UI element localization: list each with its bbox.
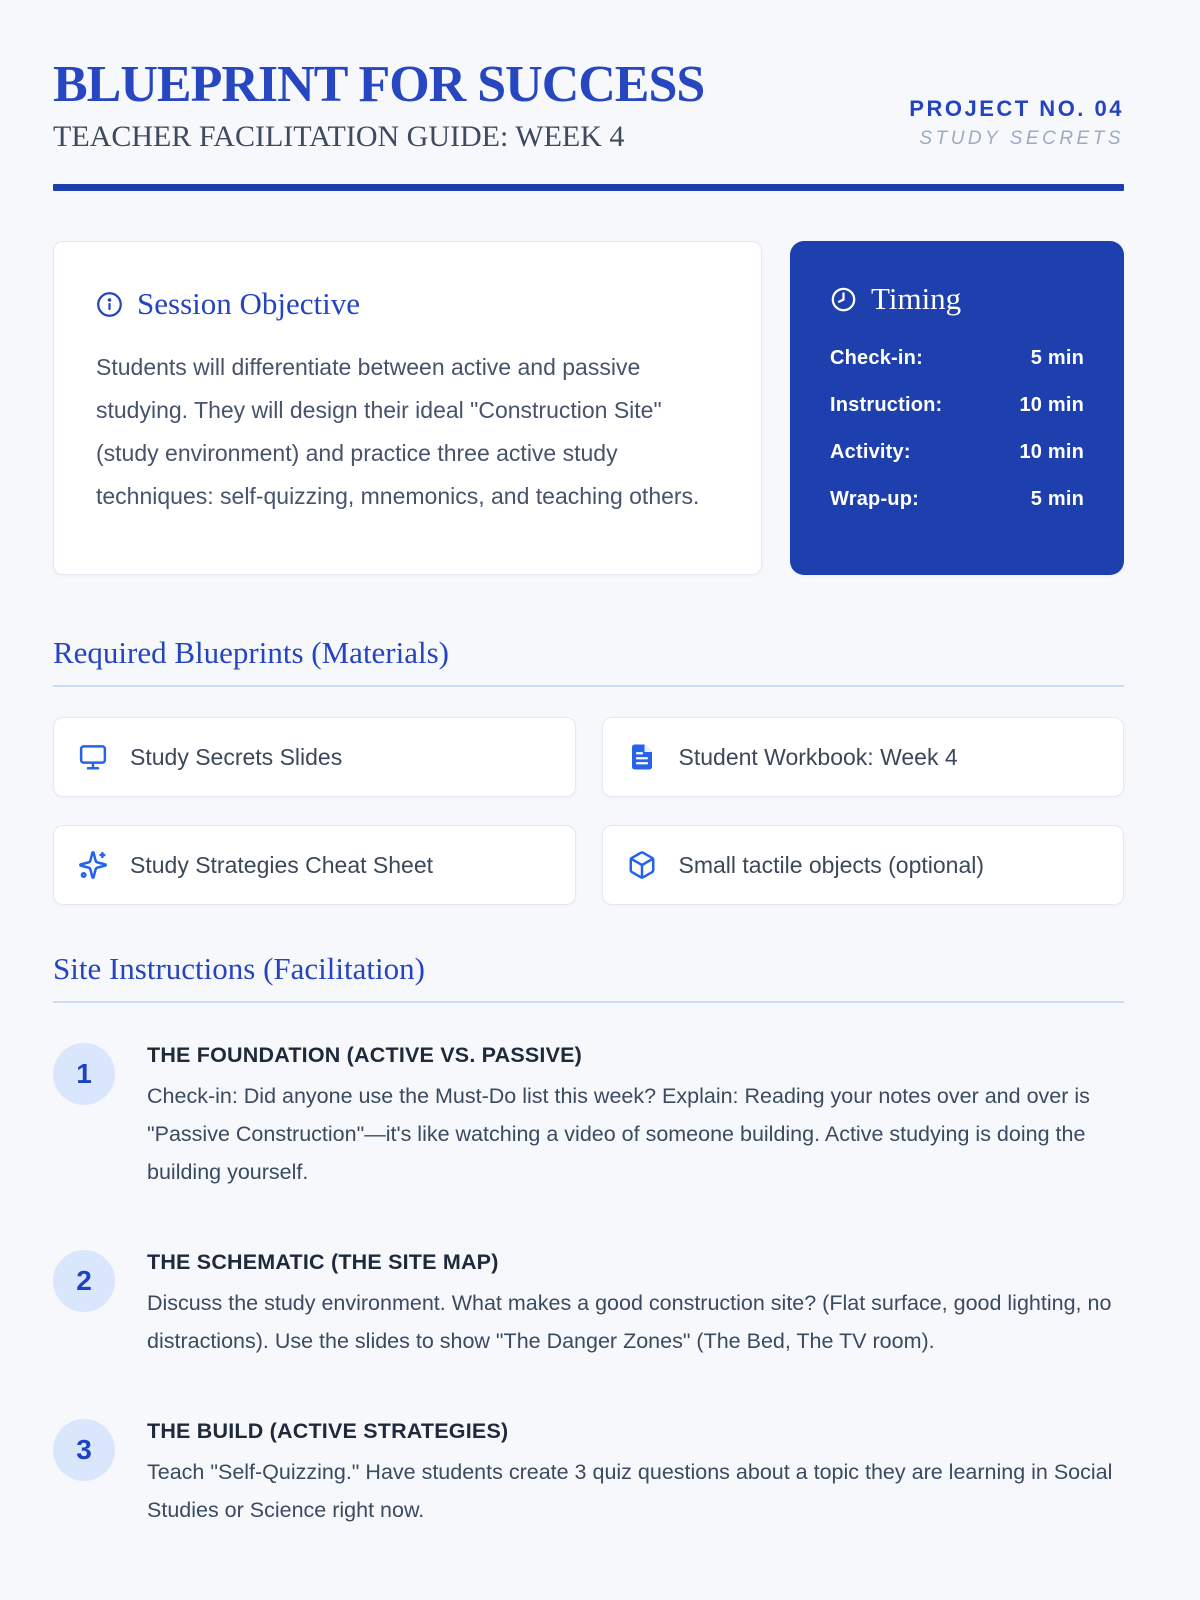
timing-row [830, 394, 1084, 417]
header-titles [53, 58, 704, 154]
step-number-badge: 3 [53, 1419, 115, 1481]
step-content [147, 1041, 1124, 1191]
monitor-icon [78, 742, 108, 772]
step-title: THE SCHEMATIC (THE SITE MAP) [147, 1250, 499, 1275]
top-section [53, 241, 1124, 575]
instruction-step-1 [53, 1041, 1124, 1191]
step-body: Teach "Self-Quizzing." Have students create 3 quiz questions about a topic they are learning in Social Studies or Science right now. [147, 1460, 1113, 1523]
clock-icon [830, 286, 857, 313]
step-title: THE BUILD (ACTIVE STRATEGIES) [147, 1419, 509, 1444]
session-objective-title: Session Objective [137, 286, 360, 322]
project-number: PROJECT NO. 04 [909, 96, 1124, 122]
material-label: Study Secrets Slides [130, 743, 343, 770]
material-card-objects [602, 825, 1125, 905]
timing-row [830, 441, 1084, 464]
step-body: Check-in: Did anyone use the Must-Do list this week? Explain: Reading your notes over and over is "Passive Construction"—it's like watching a video of someone building. Active studying is doing the building yourself. [147, 1084, 1090, 1185]
header [53, 58, 1124, 154]
header-meta [909, 96, 1124, 154]
page-subtitle: TEACHER FACILITATION GUIDE: WEEK 4 [53, 120, 625, 154]
instruction-step-3 [53, 1417, 1124, 1529]
material-card-workbook [602, 717, 1125, 797]
timing-rows [830, 347, 1084, 511]
header-divider [53, 184, 1124, 191]
instruction-steps [53, 1041, 1124, 1529]
step-body: Discuss the study environment. What makes a good construction site? (Flat surface, good lighting, no distractions). Use the slides to show "The Danger Zones" (The Bed, The TV room). [147, 1291, 1112, 1354]
timing-value: 5 min [1030, 488, 1084, 511]
timing-value: 10 min [1019, 394, 1084, 417]
info-icon [96, 291, 123, 318]
instructions-heading: Site Instructions (Facilitation) [53, 951, 1124, 1003]
step-number-badge: 2 [53, 1250, 115, 1312]
step-number-badge: 1 [53, 1043, 115, 1105]
timing-row [830, 347, 1084, 370]
timing-label: Activity: [830, 441, 911, 464]
material-card-slides [53, 717, 576, 797]
timing-value: 10 min [1019, 441, 1084, 464]
sparkles-icon [78, 850, 108, 880]
session-objective-header [96, 286, 719, 322]
material-label: Student Workbook: Week 4 [678, 743, 958, 770]
material-label: Study Strategies Cheat Sheet [130, 851, 434, 878]
timing-header [830, 281, 1084, 317]
material-label: Small tactile objects (optional) [678, 851, 985, 878]
step-content [147, 1417, 1124, 1529]
material-card-cheatsheet [53, 825, 576, 905]
step-content [147, 1248, 1124, 1360]
page-title: BLUEPRINT FOR SUCCESS [53, 56, 705, 113]
materials-grid [53, 717, 1124, 905]
instruction-step-2 [53, 1248, 1124, 1360]
timing-row [830, 488, 1084, 511]
materials-heading: Required Blueprints (Materials) [53, 635, 1124, 687]
timing-card [790, 241, 1124, 575]
timing-label: Wrap-up: [830, 488, 919, 511]
brand-name: STUDY SECRETS [919, 128, 1124, 150]
timing-value: 5 min [1030, 347, 1084, 370]
session-objective-body: Students will differentiate between active and passive studying. They will design their ideal "Construction Site" (study environment) and practice three active study techniques: self-quizzing, mnemonics, and teaching others. [96, 354, 700, 510]
timing-title: Timing [871, 281, 962, 317]
timing-label: Check-in: [830, 347, 923, 370]
box-icon [627, 850, 657, 880]
session-objective-card [53, 241, 762, 575]
timing-label: Instruction: [830, 394, 943, 417]
step-title: THE FOUNDATION (ACTIVE VS. PASSIVE) [147, 1043, 583, 1068]
document-icon [627, 742, 657, 772]
